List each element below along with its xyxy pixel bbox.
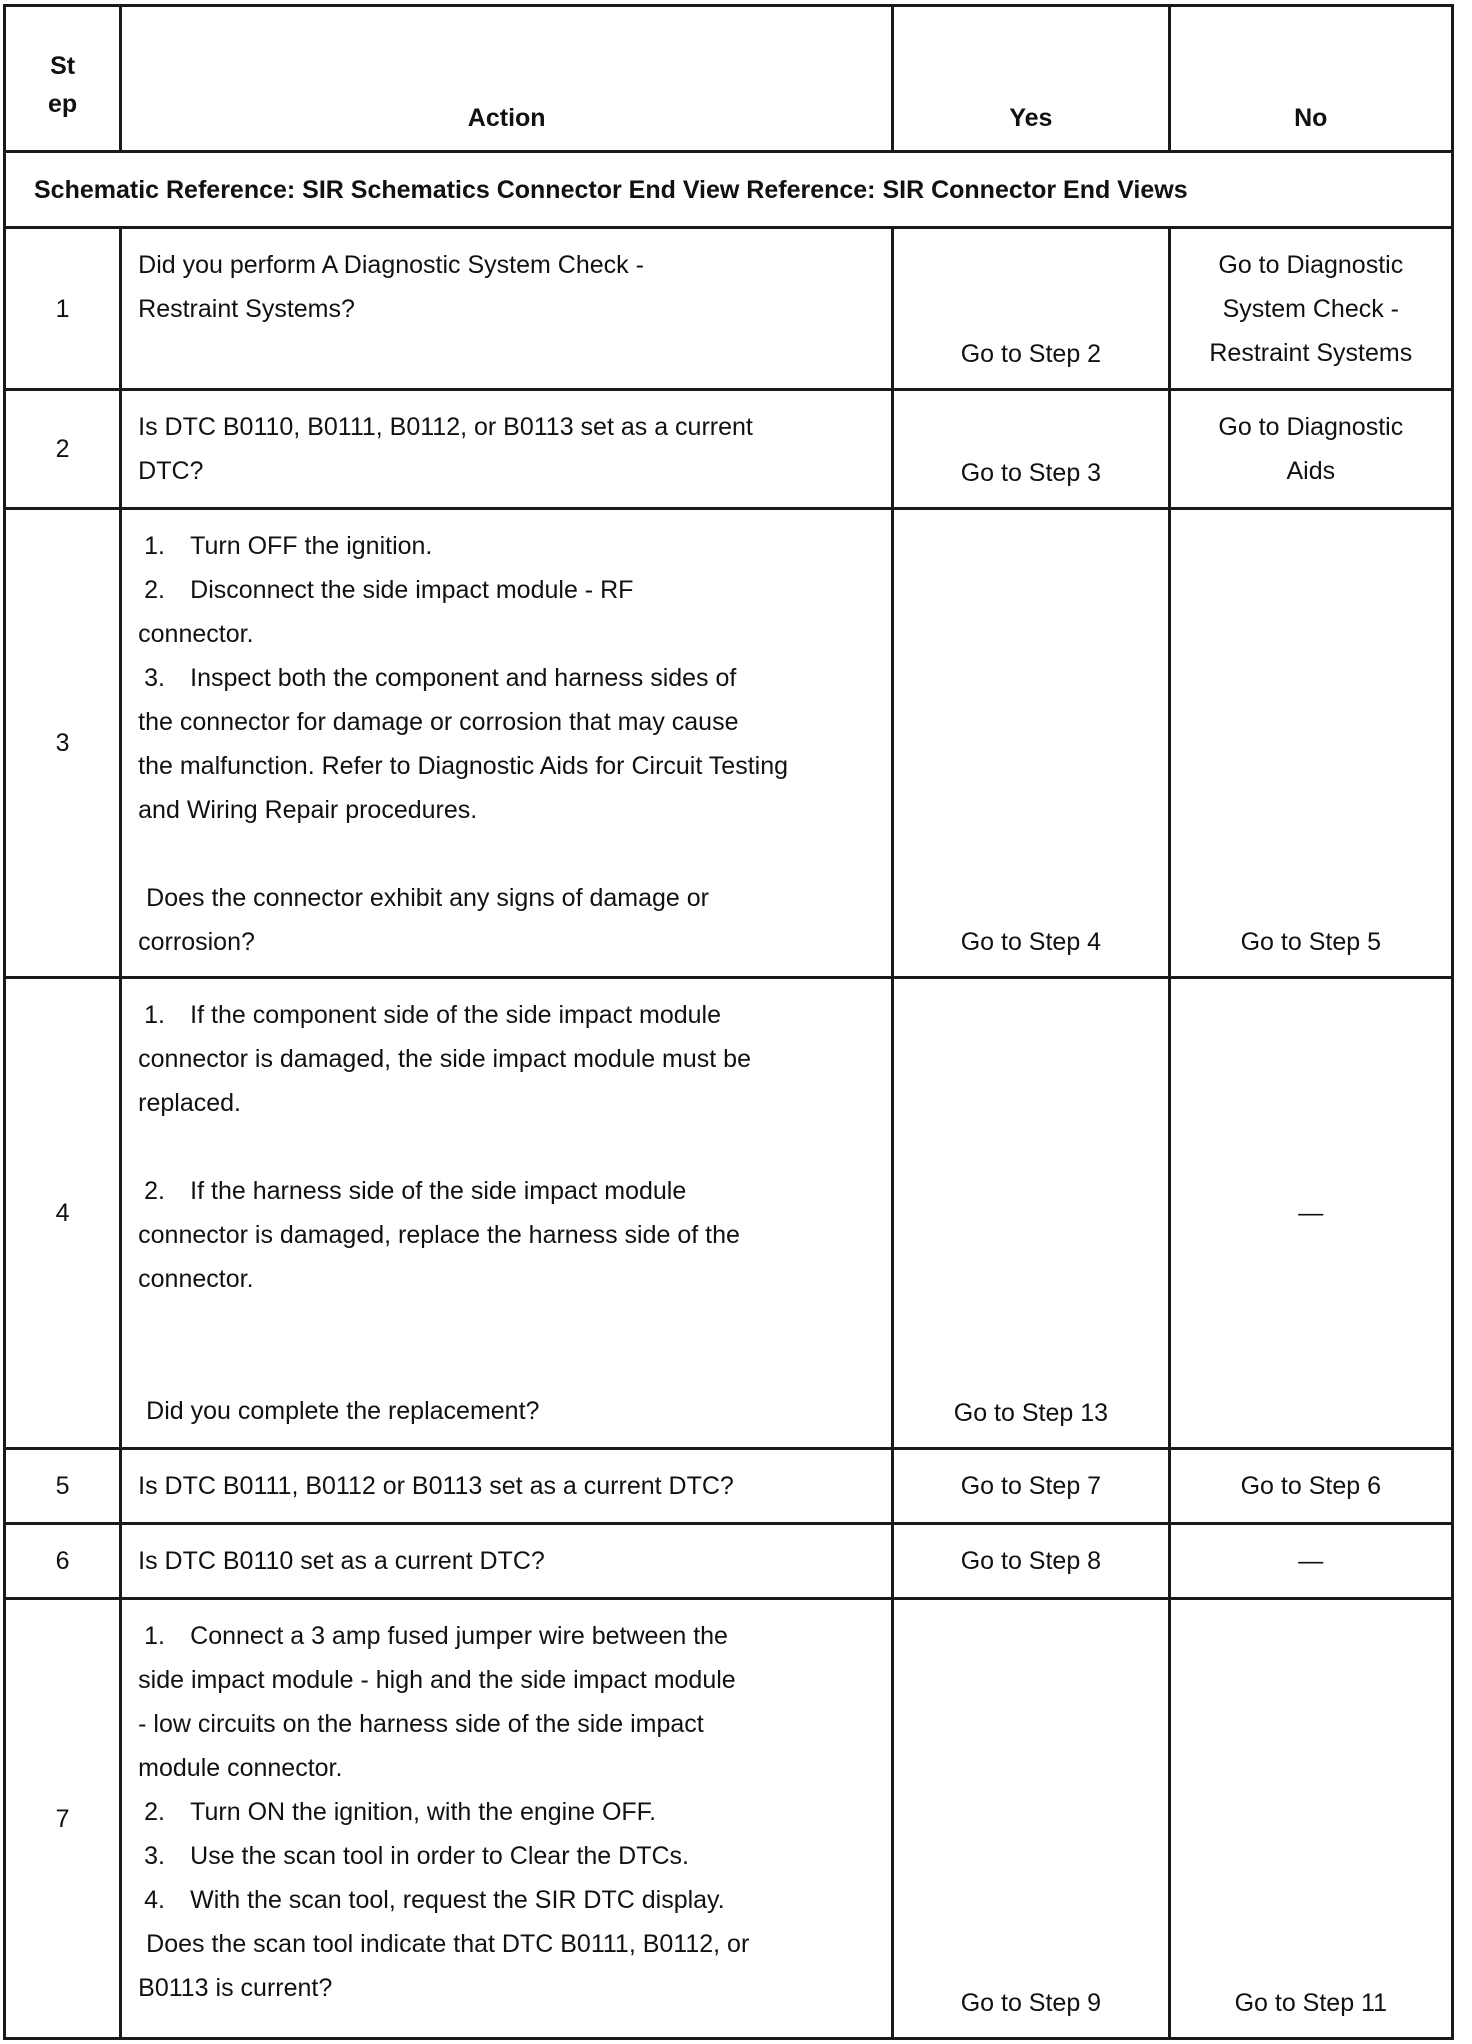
yes-cell: Go to Step 7 xyxy=(893,1449,1169,1524)
action-line: Restraint Systems? xyxy=(138,295,355,323)
yes-cell: Go to Step 4 xyxy=(893,509,1169,978)
list-number: 1. xyxy=(144,1622,166,1650)
header-action: Action xyxy=(121,6,893,152)
step-number: 3 xyxy=(5,509,121,978)
action-cell xyxy=(121,509,893,978)
step-number: 6 xyxy=(5,1524,121,1599)
yes-cell: Go to Step 13 xyxy=(893,978,1169,1449)
action-cell xyxy=(121,1599,893,2039)
header-row xyxy=(5,6,1453,152)
no-cell xyxy=(1169,390,1452,509)
action-line: Did you perform A Diagnostic System Check - xyxy=(138,251,644,279)
list-number: 1. xyxy=(144,1001,166,1029)
header-step-line2: ep xyxy=(47,89,78,118)
action-line: Is DTC B0110, B0111, B0112, or B0113 set as a current xyxy=(138,413,753,441)
action-cell: Is DTC B0111, B0112 or B0113 set as a current DTC? xyxy=(121,1449,893,1524)
step-number: 4 xyxy=(5,978,121,1449)
header-step-line1: St xyxy=(50,51,76,80)
no-line: Go to Diagnostic xyxy=(1218,251,1404,279)
table-row xyxy=(5,1599,1453,2039)
table-row xyxy=(5,1449,1453,1524)
no-cell: — xyxy=(1169,1524,1452,1599)
action-line: DTC? xyxy=(138,457,204,485)
action-question: B0113 is current? xyxy=(138,1974,333,2002)
yes-cell: Go to Step 9 xyxy=(893,1599,1169,2039)
no-cell: Go to Step 5 xyxy=(1169,509,1452,978)
no-line: Restraint Systems xyxy=(1209,339,1413,367)
no-cell: — xyxy=(1169,978,1452,1449)
action-line: Inspect both the component and harness sides of xyxy=(190,664,737,692)
header-no: No xyxy=(1169,6,1452,152)
action-cell xyxy=(121,228,893,390)
action-line: If the component side of the side impact module xyxy=(190,1001,722,1029)
action-cell xyxy=(121,390,893,509)
action-line: side impact module - high and the side impact module xyxy=(138,1666,736,1694)
schematic-reference: Schematic Reference: SIR Schematics Connector End View Reference: SIR Connector End Views xyxy=(5,152,1453,228)
no-cell: Go to Step 6 xyxy=(1169,1449,1452,1524)
action-line: - low circuits on the harness side of the side impact xyxy=(138,1710,704,1738)
no-cell xyxy=(1169,228,1452,390)
list-number: 2. xyxy=(144,1798,166,1826)
action-line: If the harness side of the side impact module xyxy=(190,1177,687,1205)
action-line: With the scan tool, request the SIR DTC display. xyxy=(190,1886,725,1914)
action-line: Turn ON the ignition, with the engine OFF. xyxy=(190,1798,657,1826)
yes-cell: Go to Step 2 xyxy=(893,228,1169,390)
reference-row xyxy=(5,152,1453,228)
no-line: System Check - xyxy=(1222,295,1400,323)
no-line: Aids xyxy=(1286,457,1336,485)
action-line: Use the scan tool in order to Clear the DTCs. xyxy=(190,1842,689,1870)
action-question: Does the connector exhibit any signs of damage or xyxy=(146,884,709,912)
list-number: 1. xyxy=(144,532,166,560)
table-row xyxy=(5,1524,1453,1599)
action-line: Disconnect the side impact module - RF xyxy=(190,576,634,604)
action-line: the malfunction. Refer to Diagnostic Aids for Circuit Testing xyxy=(138,752,788,780)
header-yes: Yes xyxy=(893,6,1169,152)
action-line: and Wiring Repair procedures. xyxy=(138,796,478,824)
action-line: module connector. xyxy=(138,1754,343,1782)
action-question: Does the scan tool indicate that DTC B0111, B0112, or xyxy=(146,1930,750,1958)
list-number: 3. xyxy=(144,1842,166,1870)
action-line: connector. xyxy=(138,1265,254,1293)
list-number: 2. xyxy=(144,576,166,604)
yes-cell: Go to Step 3 xyxy=(893,390,1169,509)
action-line: connector. xyxy=(138,620,254,648)
list-number: 3. xyxy=(144,664,166,692)
header-step xyxy=(5,6,121,152)
action-cell xyxy=(121,978,893,1449)
step-number: 5 xyxy=(5,1449,121,1524)
table-row xyxy=(5,509,1453,978)
action-cell: Is DTC B0110 set as a current DTC? xyxy=(121,1524,893,1599)
list-number: 2. xyxy=(144,1177,166,1205)
table-row xyxy=(5,390,1453,509)
action-line: connector is damaged, replace the harness side of the xyxy=(138,1221,740,1249)
step-number: 7 xyxy=(5,1599,121,2039)
action-line: replaced. xyxy=(138,1089,242,1117)
action-question: Did you complete the replacement? xyxy=(146,1397,540,1425)
list-number: 4. xyxy=(144,1886,166,1914)
table-row xyxy=(5,228,1453,390)
table-row xyxy=(5,978,1453,1449)
action-line: Connect a 3 amp fused jumper wire between the xyxy=(190,1622,728,1650)
no-cell: Go to Step 11 xyxy=(1169,1599,1452,2039)
step-number: 1 xyxy=(5,228,121,390)
diagnostic-table xyxy=(3,4,1454,2040)
step-number: 2 xyxy=(5,390,121,509)
action-line: Turn OFF the ignition. xyxy=(190,532,433,560)
action-line: the connector for damage or corrosion that may cause xyxy=(138,708,739,736)
action-line: connector is damaged, the side impact module must be xyxy=(138,1045,751,1073)
yes-cell: Go to Step 8 xyxy=(893,1524,1169,1599)
action-question: corrosion? xyxy=(138,928,255,956)
no-line: Go to Diagnostic xyxy=(1218,413,1404,441)
